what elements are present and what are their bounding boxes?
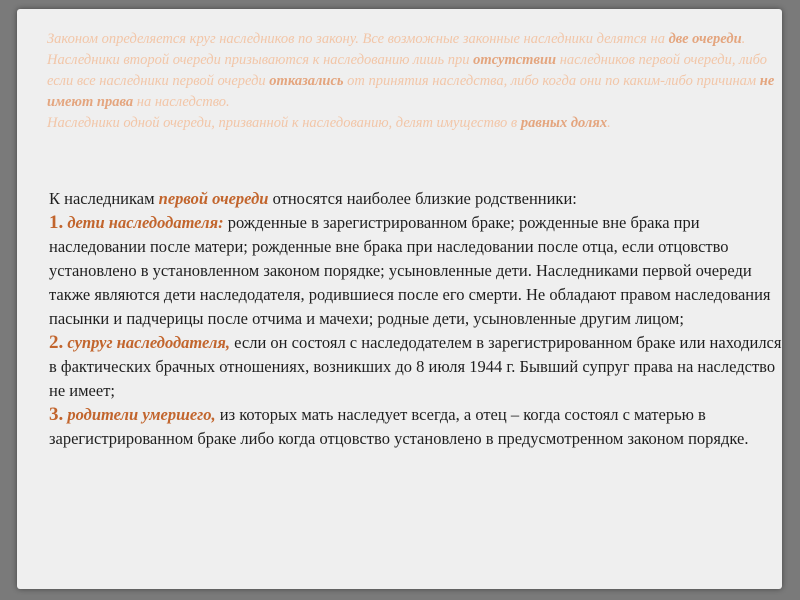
notes-text: Наследники второй очереди призываются к наследованию лишь при <box>47 52 474 68</box>
notes-text: . <box>741 31 746 47</box>
item-term: дети наследодателя: <box>67 213 224 232</box>
notes-text: Наследники одной очереди, призванной к наследованию, делят имущество в <box>47 115 521 131</box>
item-text: рожденные в зарегистрированном браке; рожденные вне брака при наследовании после матери; рожденные вне брака при наследовании после отца, если отцовство установлено в установленном законом порядке; усыновленные дети. Наследниками первой очереди также являются дети наследодателя, родившиеся после его смерти. Не обладают правом наследования пасынки и падчерицы после отчима и мачехи; родные дети, усыновленные другим лицом; <box>49 213 771 328</box>
item-term: супруг наследодателя, <box>67 333 231 352</box>
slide <box>17 9 782 589</box>
notes-text: от принятия наследства, либо когда они по каким-либо причинам <box>343 73 760 89</box>
notes-emphasis: отказались <box>269 73 344 89</box>
notes-text: . <box>607 115 611 131</box>
list-item-2 <box>49 331 789 403</box>
list-item-3 <box>49 403 789 451</box>
item-text: если он состоял с наследодателем в зарегистрированном браке или находился в фактических брачных отношениях, возникших до 8 июля 1944 г. Бывший супруг права на наследство не имеет; <box>49 333 782 400</box>
notes-emphasis: равных долях <box>520 115 608 131</box>
intro-line <box>49 187 789 211</box>
notes-paragraph-1 <box>47 29 787 50</box>
intro-notes <box>47 29 787 134</box>
item-number: 2. <box>49 332 64 353</box>
notes-emphasis: не имеют права <box>47 73 775 110</box>
main-content <box>49 187 789 451</box>
notes-paragraph-2 <box>47 50 787 113</box>
notes-text: наследников первой очереди, либо если все наследники первой очереди <box>47 52 767 89</box>
notes-paragraph-3 <box>47 113 787 134</box>
notes-emphasis: отсутствии <box>473 52 557 68</box>
notes-text: Законом определяется круг наследников по закону. Все возможные законные наследники делятся на <box>47 31 669 47</box>
intro-text: К наследникам <box>49 189 159 208</box>
item-number: 1. <box>49 212 64 233</box>
notes-text: на наследство. <box>133 94 230 110</box>
item-term: родители умершего, <box>67 405 216 424</box>
intro-emphasis: первой очереди <box>158 189 269 208</box>
list-item-1 <box>49 211 789 331</box>
item-text: из которых мать наследует всегда, а отец – когда состоял с матерью в зарегистрированном браке либо когда отцовство установлено в предусмотренном законом порядке. <box>49 405 749 448</box>
intro-text: относятся наиболее близкие родственники: <box>268 189 577 208</box>
item-number: 3. <box>49 404 64 425</box>
notes-emphasis: две очереди <box>668 31 742 47</box>
